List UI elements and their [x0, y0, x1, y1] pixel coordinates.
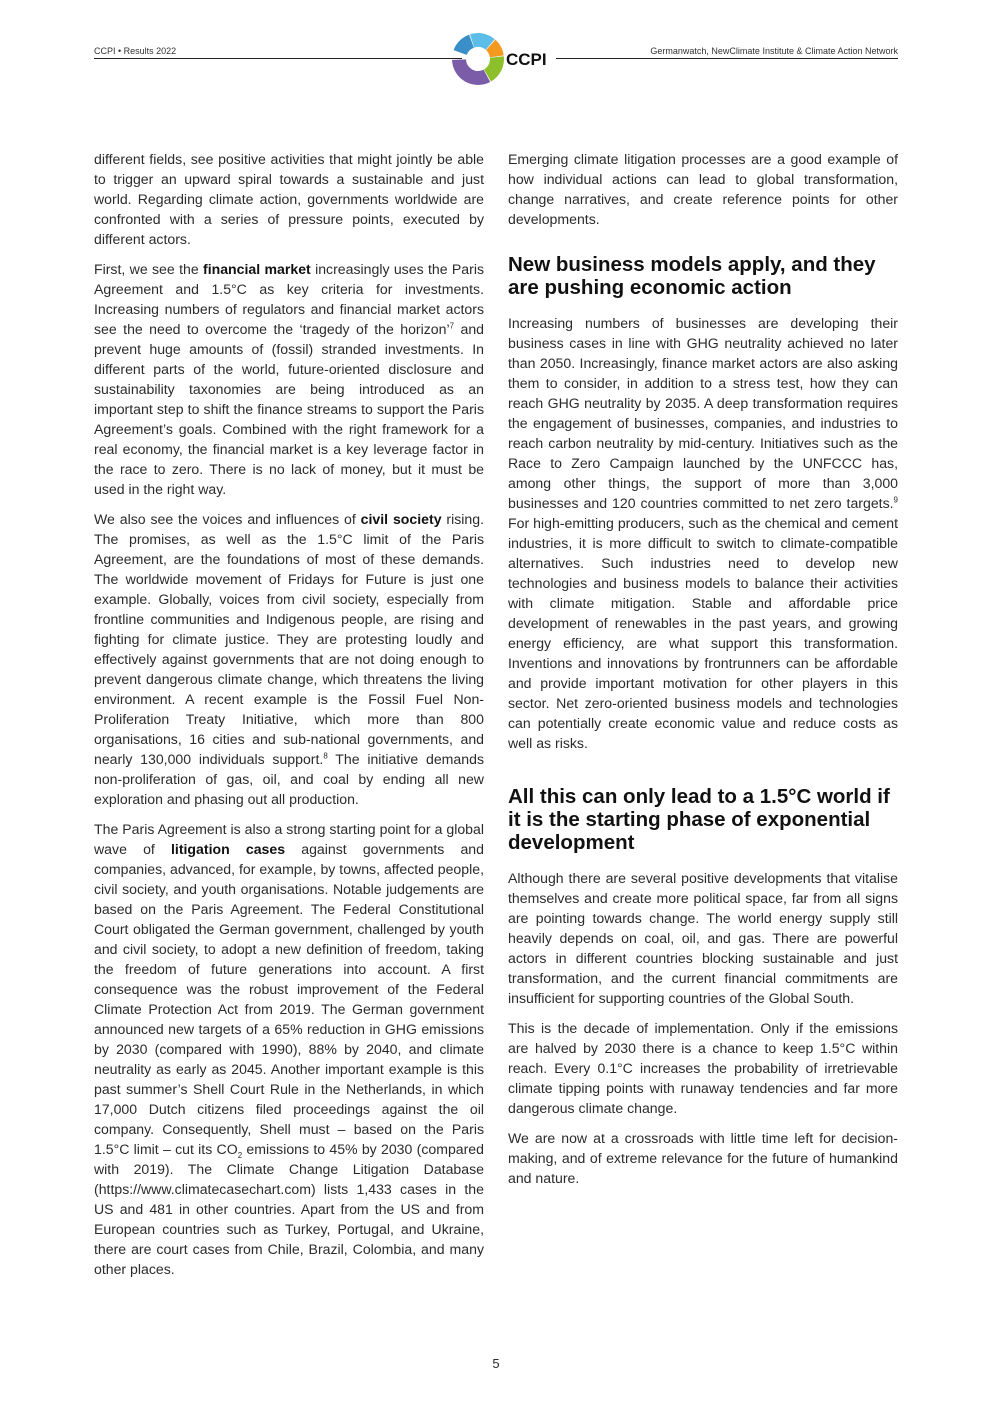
right-column [508, 149, 898, 1198]
section-heading: All this can only lead to a 1.5°C world if it is the starting phase of exponential development [508, 785, 890, 854]
logo-ring-segment [454, 35, 474, 55]
paragraph: Emerging climate litigation processes are a good example of how individual actions can lead to global transformation, change narratives, and create reference points for other developments. [508, 151, 898, 227]
paragraph: Increasing numbers of businesses are developing their business cases in line with GHG neutrality achieved no later than 2050. Increasingly, finance market actors are also asking them to consider, in addition to a stress test, how they can reach GHG neutrality by 2035. A deep transformation requires the engagement of businesses, companies, and industries to reach carbon neutrality by mid-century. Initiatives such as the Race to Zero Campaign launched by the UNFCCC has, among other things, the support of more than 3,000 businesses and 120 countries committed to net zero targets.$^9$ For high-emitting producers, such as the chemical and cement industries, it is more difficult to switch to climate-compatible alternatives. Such industries need to develop new technologies and business models to balance their activities with climate mitigation. Stable and affordable price development of renewables in the past years, and growing energy efficiency, are what support this transformation. Inventions and innovations by frontrunners can be affordable and provide important motivation for other players in this sector. Net zero-oriented business models and technologies can potentially create economic value and reduce costs as well as risks. [508, 315, 898, 751]
paragraph: different fields, see positive activities that might jointly be able to trigger an upward spiral towards a sustainable and just world. Regarding climate action, governments worldwide are confronted with a series of pressure points, executed by different actors. [94, 151, 484, 247]
paragraph-litigation: The Paris Agreement is also a strong starting point for a global wave of litigation cases against governments and companies, advanced, for example, by towns, affected people, civil society, and youth organisations. Notable judgements are based on the Paris Agreement. The Federal Constitutional Court obligated the German government, challenged by youth and civil society, to adopt a new definition of freedom, taking the freedom of future generations into account. A first consequence was the robust improvement of the Federal Climate Protection Act from 2019. The German government announced new targets of a 65% reduction in GHG emissions by 2030 (compared with 1990), 88% by 2040, and climate neutrality as early as 2045. Another important example is this past summer’s Shell Court Rule in the Netherlands, in which 17,000 Dutch citizens filed proceedings against the oil company. Consequently, Shell must – based on the Paris 1.5°C limit – cut its $CO_2$ emissions to 45% by 2030 (compared with 2019). The Climate Change Litigation Database (https://www.climatecasechart.com) lists 1,433 cases in the US and 481 in other countries. Apart from the US and from European countries such as Turkey, Portugal, and Ukraine, there are court cases from Chile, Brazil, Colombia, and many other places. [94, 821, 484, 1277]
header-right: Germanwatch, NewClimate Institute & Climate Action Network [650, 46, 898, 56]
paragraph: We are now at a crossroads with little time left for decision-making, and of extreme relevance for the future of humankind and nature. [508, 1130, 898, 1186]
header-rule-right [556, 58, 898, 59]
logo-text: CCPI [506, 50, 547, 69]
header-rule-left [94, 58, 462, 59]
paragraph-financial-market: First, we see the financial market increasingly uses the Paris Agreement and 1.5°C as key criteria for investments. Increasing numbers of regulators and financial market actors see the need to overcome the ‘tragedy of the horizon’$^7$ and prevent huge amounts of (fossil) stranded investments. In different parts of the world, future-oriented disclosure and sustainability taxonomies are being introduced as an important step to shift the finance streams to support the Paris Agreement’s goals. Combined with the right framework for a real economy, the financial market is a key leverage factor in the race to zero. There is no lack of money, but it must be used in the right way. [94, 261, 484, 497]
left-column [94, 149, 484, 1289]
paragraph: Although there are several positive developments that vitalise themselves and create more political space, far from all signs are pointing towards change. The world energy supply still heavily depends on coal, oil, and gas. There are powerful actors in different countries blocking sustainable and just transformation, and the current financial commitments are insufficient for supporting countries of the Global South. [508, 870, 898, 1006]
paragraph: This is the decade of implementation. Only if the emissions are halved by 2030 there is a chance to keep 1.5°C within reach. Every 0.1°C increases the probability of irretrievable climate tipping points with runaway tendencies and far more dangerous climate change. [508, 1020, 898, 1116]
header-left: CCPI • Results 2022 [94, 46, 177, 56]
ccpi-logo [450, 30, 560, 88]
section-heading: New business models apply, and they are pushing economic action [508, 253, 876, 299]
paragraph-civil-society: We also see the voices and influences of civil society rising. The promises, as well as the 1.5°C limit of the Paris Agreement, are the foundations of most of these demands. The worldwide movement of Fridays for Future is just one example. Globally, voices from civil society, especially from frontline communities and Indigenous people, are rising and fighting for climate justice. They are protesting loudly and effectively against governments that are not doing enough to prevent dangerous climate change, which threatens the living environment. A recent example is the Fossil Fuel Non-Proliferation Treaty Initiative, which more than 800 organisations, 16 cities and sub-national governments, and nearly 130,000 individuals support.$^8$ The initiative demands non-proliferation of gas, oil, and coal by ending all new exploration and phasing out all production. [94, 511, 485, 807]
page-number: 5 [492, 1356, 500, 1371]
logo-ring-segment [452, 59, 490, 85]
